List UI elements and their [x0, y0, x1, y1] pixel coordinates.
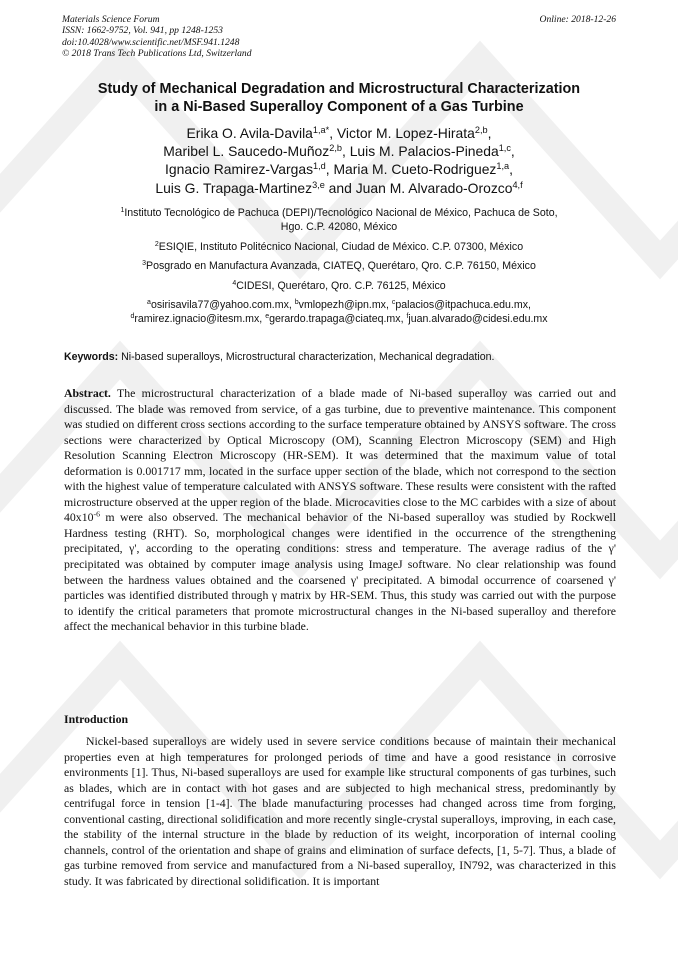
- email-mark: a: [147, 299, 151, 307]
- email-link[interactable]: vmlopezh@ipn.mx: [298, 299, 386, 311]
- affiliation-text: CIDESI, Querétaro, Qro. C.P. 76125, México: [236, 279, 446, 292]
- journal-copyright: © 2018 Trans Tech Publications Ltd, Switzerland: [62, 48, 252, 60]
- affiliation-4: [40, 279, 638, 293]
- email-mark: b: [294, 299, 299, 307]
- introduction-paragraph: Nickel-based superalloys are widely used in severe service conditions because of maintain their mechanical properties even at high temperatures for prolonged periods of time and have a good resistance in corrosive environments [1]. Thus, Ni-based superalloys are used for example like structural components of gas turbines, such as blades, which are in contact with hot gases and are subjected to high mechanical stress, predominantly by centrifugal force in tension [1-4]. The blade manufacturing processes had changed across time from forging, conventional casting, directional solidification and more recently single-crystal superalloys, improving, in each case, the stability of the internal structure in the blade by reduction of its weight, incorporation of internal cooling channels, control of the orientation and shape of grains and elimination of surface defects, [1, 5-7]. Thus, a blade of gas turbine removed from service and manufactured from a Ni-based superalloy, IN792, was characterized in this study. It was fabricated by directional solidification. It is important: [64, 734, 616, 888]
- keywords-text: Ni-based superalloys, Microstructural characterization, Mechanical degradation.: [118, 351, 495, 363]
- email-link[interactable]: palacios@itpachuca.edu.mx: [395, 299, 528, 311]
- author-affil-mark: 3,e: [312, 179, 325, 190]
- affiliation-list: [40, 206, 638, 332]
- author-affil-mark: 1,a: [496, 161, 510, 172]
- abstract-text: The microstructural characterization of a blade made of Ni-based superalloy was carried out and discussed. The blade was removed from service, of a gas turbine, due to preventive maintenance. This component was studied on different cross sections according to the surface temperature obtained by ANSYS software. The cross sections were characterized by Optical Microscopy (OM), Scanning Electron Microscopy (SEM) and High Resolution Scanning Electron Microscopy (HR-SEM). It was determined that the maximum value of total deformation is 0.001717 mm, located in the surface upper section of the blade, which not correspond to the section with the highest value of temperature calculated with ANSYS software. These results were consistent with the rafted microstructure observed at the upper region of the blade. Microcavities close to the MC carbides with a size of about 40x10: [64, 386, 616, 525]
- author-sep: ,: [487, 125, 492, 141]
- title-line-1: Study of Mechanical Degradation and Microstructural Characterization: [97, 81, 581, 97]
- affiliation-mark: 1: [120, 207, 125, 215]
- author-sep: ,: [510, 143, 515, 160]
- author-name: Ignacio Ramirez-Vargas: [165, 161, 314, 178]
- abstract: [64, 386, 616, 635]
- online-date: Online: 2018-12-26: [539, 14, 616, 25]
- author-name: Maribel L. Saucedo-Muñoz: [163, 143, 330, 160]
- email-link[interactable]: ramirez.ignacio@itesm.mx: [134, 313, 260, 325]
- email-sep: ,: [385, 299, 392, 311]
- affiliation-mark: 3: [142, 260, 147, 268]
- author-name: Victor M. Lopez-Hirata: [336, 125, 475, 141]
- author-name: Luis G. Trapaga-Martinez: [155, 179, 313, 196]
- email-sep: ,: [288, 299, 295, 311]
- email-mark: f: [406, 313, 409, 321]
- keywords: [64, 350, 616, 364]
- affiliation-3: [40, 259, 638, 273]
- email-mark: d: [130, 313, 135, 321]
- author-sep: ,: [329, 125, 337, 141]
- affiliation-1: [40, 206, 638, 234]
- email-mark: e: [265, 313, 270, 321]
- author-sep: ,: [509, 161, 513, 178]
- email-link[interactable]: juan.alvarado@cidesi.edu.mx: [408, 313, 548, 325]
- author-affil-mark: 2,b: [329, 143, 342, 154]
- keywords-label: Keywords:: [64, 351, 119, 363]
- journal-issn: ISSN: 1662-9752, Vol. 941, pp 1248-1253: [62, 25, 223, 37]
- email-link[interactable]: gerardo.trapaga@ciateq.mx: [269, 313, 401, 325]
- author-name: Erika O. Avila-Davila: [186, 125, 313, 141]
- abstract-exponent: -6: [93, 510, 100, 520]
- author-affil-mark: 1,c: [498, 143, 511, 154]
- author-sep: and: [324, 179, 356, 196]
- journal-name: Materials Science Forum: [62, 14, 160, 25]
- email-sep: ,: [400, 313, 407, 325]
- affiliation-mark: 4: [232, 279, 237, 287]
- abstract-text-cont: m were also observed. The mechanical behavior of the Ni-based superalloy was studied by Rockwell Hardness testing (RHT). So, morphological changes were identified in the occurrence of the strengthening precipitated, γ', according to the operating conditions: stress and temperature. The average radius of the γ' precipitated was obtained by computer image analysis using ImageJ software. No clear relationship was found between the hardness values obtained and the coarsened γ' precipitated. A bimodal occurrence of coarsened γ' particles was identified distributed through γ matrix by HR-SEM. Thus, this study was carried out with the purpose to identify the critical parameters that promote microstructural changes in the Ni-based superalloy and therefore affect the mechanical behavior in this turbine blade.: [64, 510, 616, 634]
- email-list: [40, 298, 638, 326]
- email-mark: c: [391, 299, 396, 307]
- author-affil-mark: 1,d: [313, 161, 326, 172]
- affiliation-2: [40, 240, 638, 254]
- paper-title: [40, 80, 638, 116]
- email-link[interactable]: osirisavila77@yahoo.com.mx: [150, 299, 289, 311]
- author-affil-mark: 4,f: [512, 179, 523, 190]
- email-sep: ,: [259, 313, 266, 325]
- affiliation-text: ESIQIE, Instituto Politécnico Nacional, Ciudad de México. C.P. 07300, México: [158, 240, 524, 253]
- author-name: Maria M. Cueto-Rodriguez: [333, 161, 497, 178]
- author-affil-mark: 2,b: [474, 124, 488, 135]
- author-sep: ,: [325, 161, 334, 178]
- title-line-2: in a Ni-Based Superalloy Component of a Gas Turbine: [154, 99, 524, 115]
- author-name: Juan M. Alvarado-Orozco: [355, 179, 513, 196]
- affiliation-mark: 2: [154, 240, 159, 248]
- affiliation-text: Instituto Tecnológico de Pachuca (DEPI)/Tecnológico Nacional de México, Pachuca de Soto,: [124, 207, 558, 219]
- author-sep: ,: [341, 143, 350, 160]
- email-sep: ,: [528, 299, 531, 311]
- affiliation-text: Posgrado en Manufactura Avanzada, CIATEQ, Querétaro, Qro. C.P. 76150, México: [146, 260, 536, 272]
- journal-doi: doi:10.4028/www.scientific.net/MSF.941.1248: [62, 36, 240, 48]
- abstract-label: Abstract.: [64, 386, 111, 400]
- journal-header: [62, 14, 252, 60]
- author-list: [40, 124, 638, 197]
- introduction-heading: Introduction: [64, 712, 129, 726]
- author-affil-mark: 1,a*: [312, 124, 330, 135]
- author-name: Luis M. Palacios-Pineda: [349, 143, 499, 160]
- affiliation-text: Hgo. C.P. 42080, México: [280, 221, 398, 233]
